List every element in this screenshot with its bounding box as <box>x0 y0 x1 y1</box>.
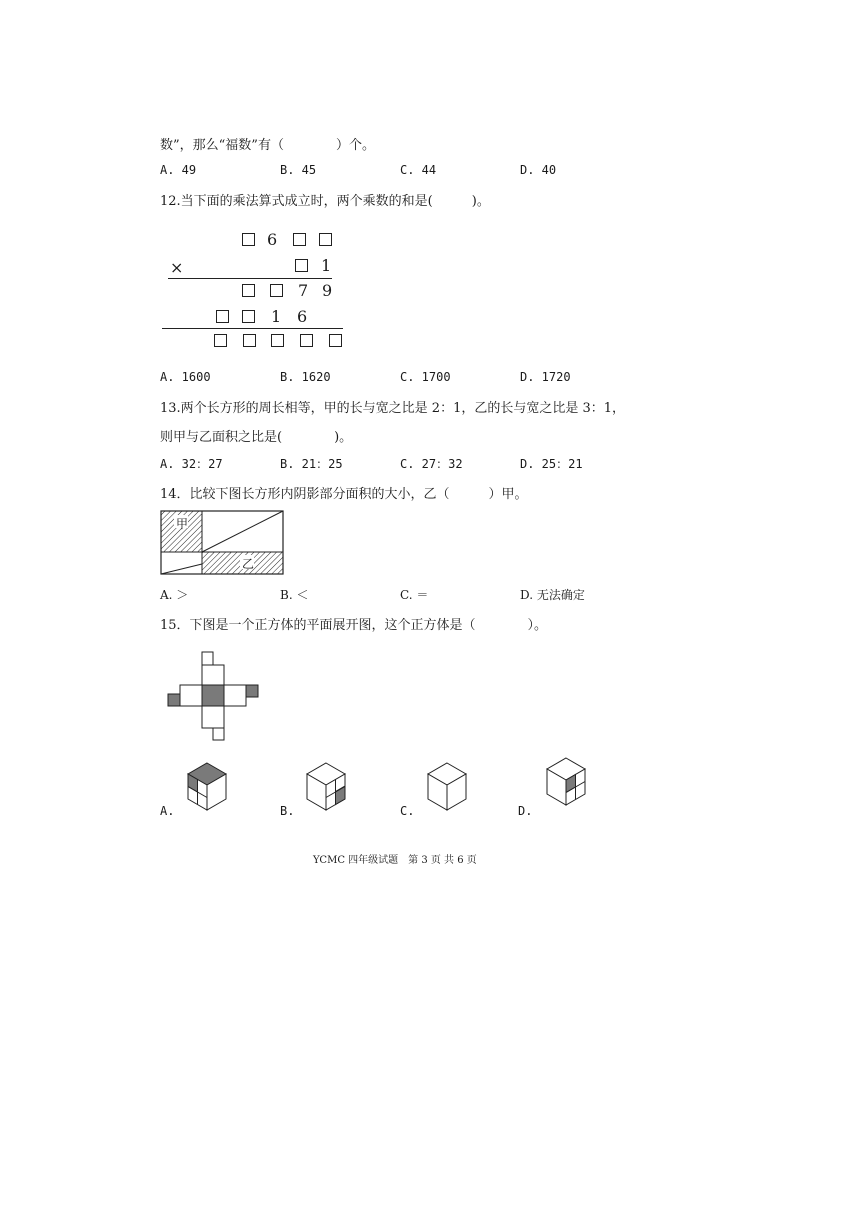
q12-option-d[interactable]: D. 1720 <box>520 370 571 384</box>
label-jia: 甲 <box>176 517 189 531</box>
blank-box <box>242 310 255 323</box>
q13-option-a[interactable]: A. 32：27 <box>160 457 223 471</box>
q12-option-a[interactable]: A. 1600 <box>160 370 211 384</box>
cube-option-a-icon <box>184 760 230 816</box>
q15-option-b[interactable]: B. <box>280 804 295 818</box>
digit: 1 <box>271 307 282 326</box>
question-15-text: 15．下图是一个正方体的平面展开图，这个正方体是（ ）。 <box>160 618 548 633</box>
q11-option-c[interactable]: C. 44 <box>400 163 437 177</box>
cube-option-b-icon <box>303 760 349 816</box>
q11-option-d[interactable]: D. 40 <box>520 163 557 177</box>
blank-box <box>295 259 308 272</box>
q12-option-b[interactable]: B. 1620 <box>280 370 331 384</box>
digit: 6 <box>267 230 278 249</box>
blank-box <box>319 233 332 246</box>
digit: 1 <box>321 256 332 275</box>
q14-option-b[interactable]: B. ＜ <box>280 588 309 602</box>
cube-net-figure <box>165 648 260 743</box>
blank-box <box>300 334 313 347</box>
page-footer: YCMC 四年级试题 第 3 页 共 6 页 <box>313 855 477 866</box>
q13-option-b[interactable]: B. 21：25 <box>280 457 343 471</box>
blank-box <box>242 284 255 297</box>
blank-box <box>216 310 229 323</box>
times-sign: × <box>170 258 184 277</box>
rule-line <box>168 278 332 279</box>
q13-option-d[interactable]: D. 25：21 <box>520 457 583 471</box>
digit: 6 <box>297 307 308 326</box>
blank-box <box>271 334 284 347</box>
q14-option-d[interactable]: D. 无法确定 <box>520 588 585 602</box>
q14-option-a[interactable]: A. ＞ <box>160 588 189 602</box>
q15-option-d[interactable]: D. <box>518 804 533 818</box>
q15-option-c[interactable]: C. <box>400 804 415 818</box>
q11-option-a[interactable]: A. 49 <box>160 163 197 177</box>
q15-option-a[interactable]: A. <box>160 804 175 818</box>
label-yi: 乙 <box>242 557 255 571</box>
blank-box <box>243 334 256 347</box>
blank-box <box>214 334 227 347</box>
q13-option-c[interactable]: C. 27：32 <box>400 457 463 471</box>
digit: 9 <box>322 281 333 300</box>
rule-line <box>162 328 343 329</box>
blank-box <box>270 284 283 297</box>
q14-option-c[interactable]: C. ＝ <box>400 588 429 602</box>
question-13-line2: 则甲与乙面积之比是( )。 <box>160 430 353 445</box>
cube-option-c-icon <box>424 760 470 816</box>
blank-box <box>242 233 255 246</box>
q12-option-c[interactable]: C. 1700 <box>400 370 451 384</box>
cube-option-d-icon <box>543 755 589 811</box>
question-12-text: 12.当下面的乘法算式成立时，两个乘数的和是( )。 <box>160 194 490 209</box>
blank-box <box>293 233 306 246</box>
question-11-tail: 数”，那么“福数”有（ ）个。 <box>160 138 375 153</box>
digit: 7 <box>298 281 309 300</box>
question-13-line1: 13.两个长方形的周长相等，甲的长与宽之比是 2：1，乙的长与宽之比是 3：1， <box>160 401 626 416</box>
question-14-text: 14．比较下图长方形内阴影部分面积的大小，乙（ ）甲。 <box>160 487 528 502</box>
blank-box <box>329 334 342 347</box>
q11-option-b[interactable]: B. 45 <box>280 163 317 177</box>
